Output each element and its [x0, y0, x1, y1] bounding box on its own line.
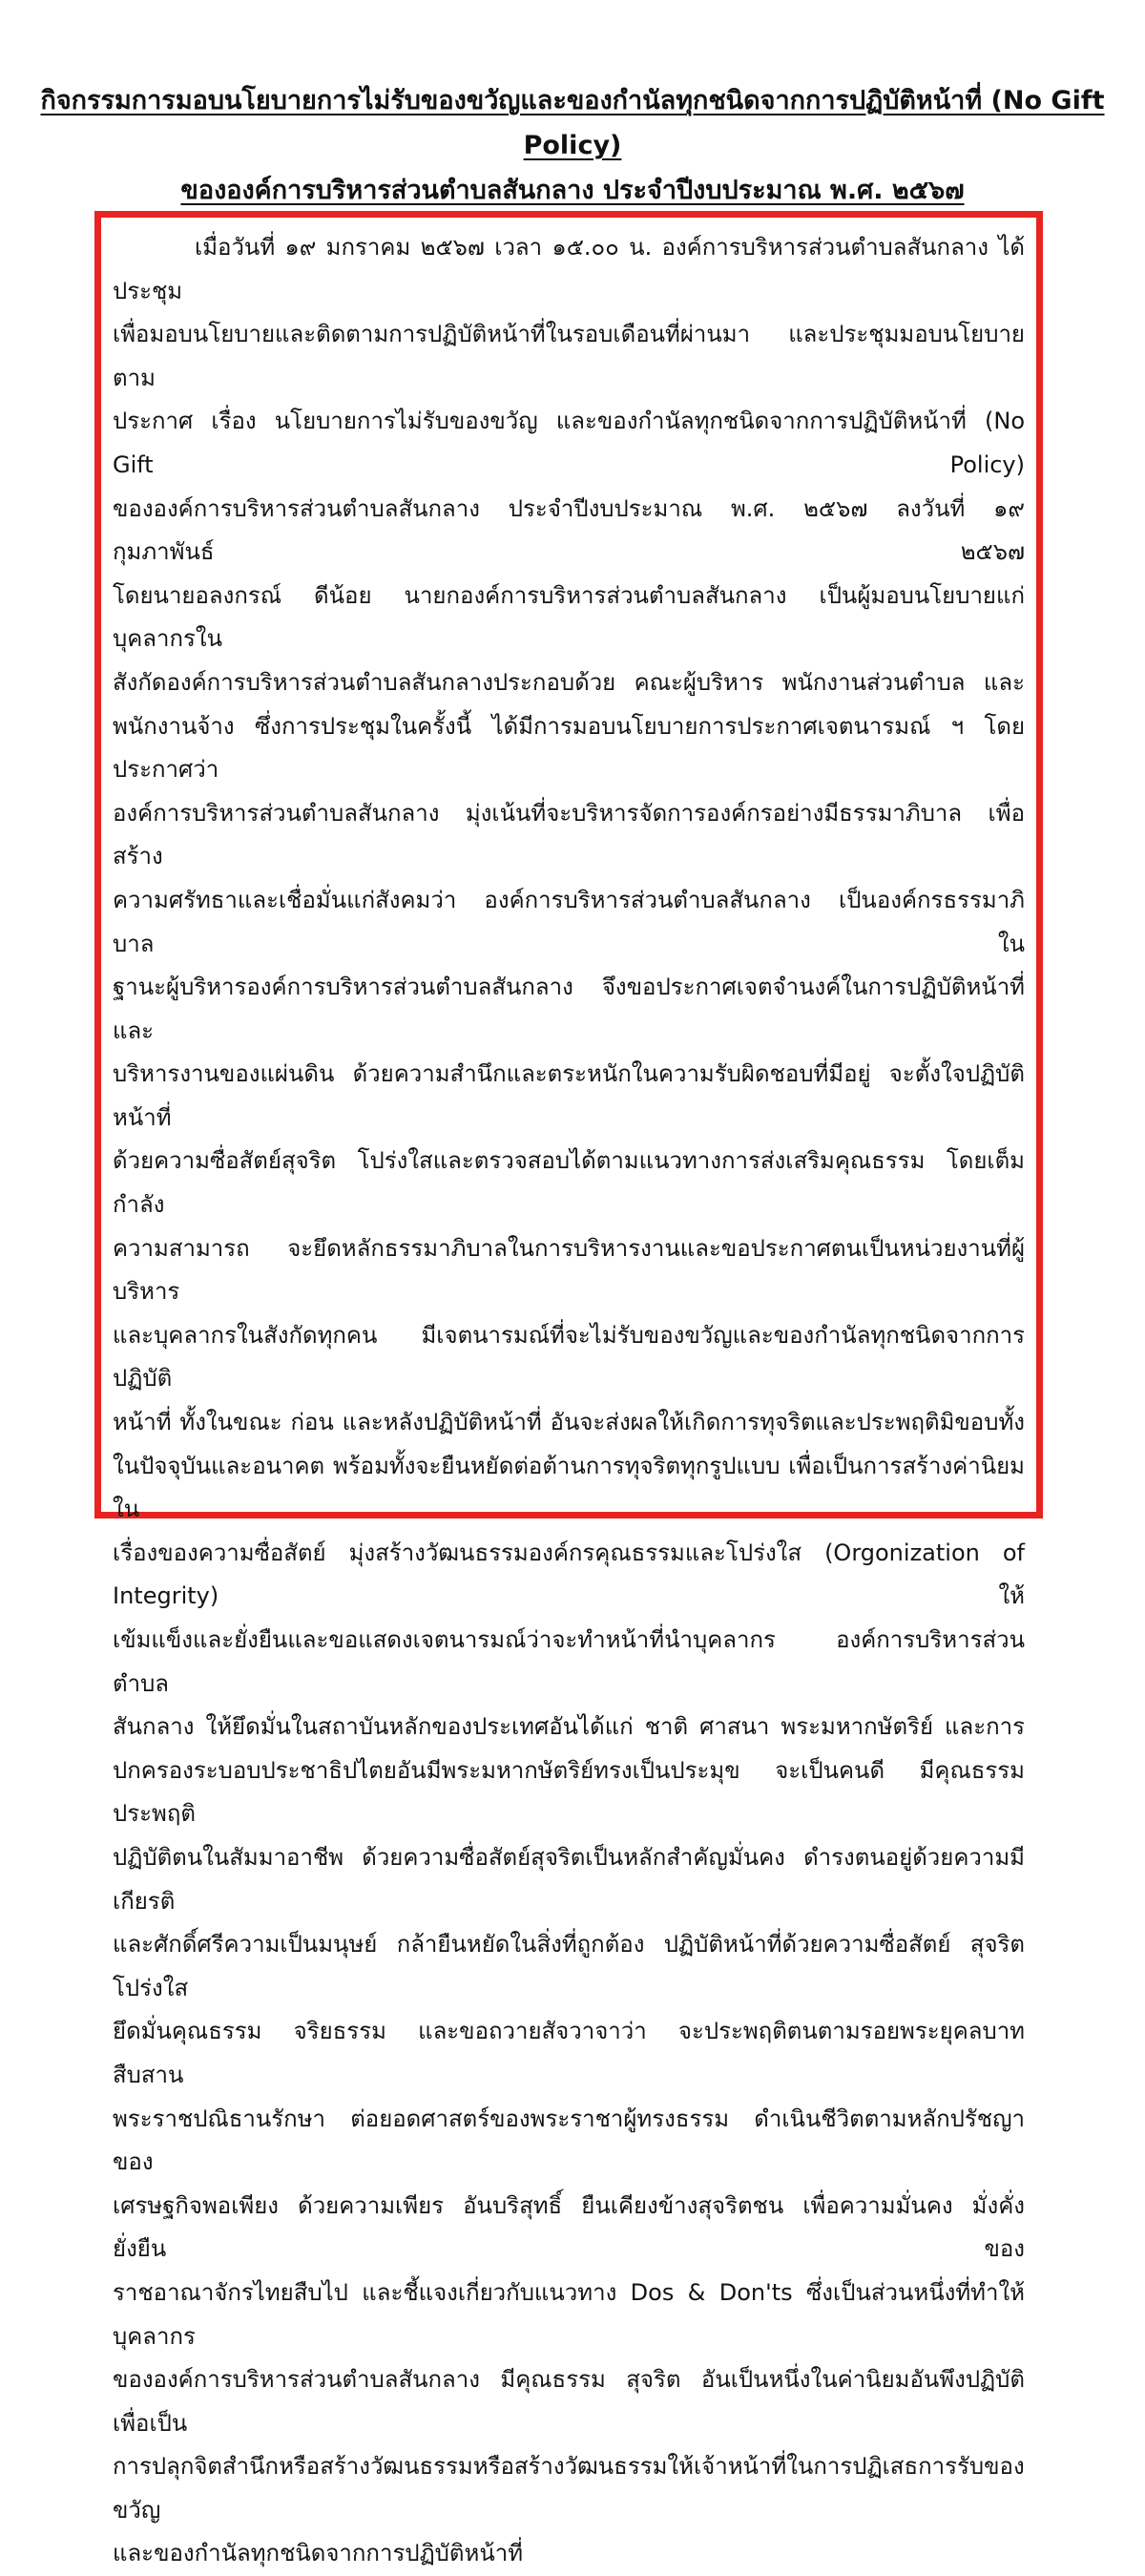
text-line: เรื่องของความซื่อสัตย์ มุ่งสร้างวัฒนธรรมองค์กรคุณธรรมและโปร่งใส (Orgonization of Integrity) ให้: [113, 1539, 1025, 1610]
text-line: การปลุกจิตสำนึกหรือสร้างวัฒนธรรมหรือสร้างวัฒนธรรมให้เจ้าหน้าที่ในการปฏิเสธการรับของขวัญ: [113, 2453, 1025, 2524]
text-line: เข้มแข็งและยั่งยืนและขอแสดงเจตนารมณ์ว่าจะทำหน้าที่นำบุคลากร องค์การบริหารส่วนตำบล: [113, 1626, 1025, 1697]
text-line: สังกัดองค์การบริหารส่วนตำบลสันกลางประกอบด้วย คณะผู้บริหาร พนักงานส่วนตำบล และ: [113, 668, 1025, 696]
content-red-box: [94, 211, 1043, 2567]
title-line-2: ขององค์การบริหารส่วนตำบลสันกลาง ประจำปีงบประมาณ พ.ศ. ๒๕๖๗: [180, 176, 965, 205]
text-line: ด้วยความซื่อสัตย์สุจริต โปร่งใสและตรวจสอบได้ตามแนวทางการส่งเสริมคุณธรรม โดยเต็มกำลัง: [113, 1147, 1025, 1219]
text-line: ยึดมั่นคุณธรรม จริยธรรม และขอถวายสัจวาจาว่า จะประพฤติตนตามรอยพระยุคลบาท สืบสาน: [113, 2018, 1025, 2088]
text-line: องค์การบริหารส่วนตำบลสันกลาง มุ่งเน้นที่จะบริหารจัดการองค์กรอย่างมีธรรมาภิบาล เพื่อสร้าง: [113, 799, 1025, 870]
text-line: ราชอาณาจักรไทยสืบไป และชี้แจงเกี่ยวกับแนวทาง Dos & Don'ts ซึ่งเป็นส่วนหนึ่งที่ทำให้บุคลากร: [113, 2278, 1025, 2350]
text-line: และของกำนัลทุกชนิดจากการปฏิบัติหน้าที่: [113, 2540, 524, 2567]
text-line: ขององค์การบริหารส่วนตำบลสันกลาง มีคุณธรรม สุจริต อันเป็นหนึ่งในค่านิยมอันพึงปฏิบัติ เพื่อเป็น: [113, 2366, 1025, 2437]
text-line: และบุคลากรในสังกัดทุกคน มีเจตนารมณ์ที่จะไม่รับของขวัญและของกำนัลทุกชนิดจากการปฏิบัติ: [113, 1321, 1025, 1393]
text-line: เพื่อมอบนโยบายและติดตามการปฏิบัติหน้าที่ในรอบเดือนที่ผ่านมา และประชุมมอบนโยบายตาม: [113, 321, 1025, 391]
text-line: สันกลาง ให้ยึดมั่นในสถาบันหลักของประเทศอันได้แก่ ชาติ ศาสนา พระมหากษัตริย์ และการ: [113, 1713, 1026, 1741]
text-line: ฐานะผู้บริหารองค์การบริหารส่วนตำบลสันกลาง จึงขอประกาศเจตจำนงค์ในการปฏิบัติหน้าที่และ: [113, 974, 1025, 1044]
document-title: [0, 78, 1145, 213]
text-line: พนักงานจ้าง ซึ่งการประชุมในครั้งนี้ ได้มีการมอบนโยบายการประกาศเจตนารมณ์ ฯ โดยประกาศว่า: [113, 712, 1025, 784]
text-line: ปกครองระบอบประชาธิปไตยอันมีพระมหากษัตริย์ทรงเป็นประมุข จะเป็นคนดี มีคุณธรรม ประพฤติ: [113, 1756, 1025, 1828]
text-line: ความสามารถ จะยึดหลักธรรมาภิบาลในการบริหารงานและขอประกาศตนเป็นหน่วยงานที่ผู้บริหาร: [113, 1234, 1025, 1306]
text-line: ปฏิบัติตนในสัมมาอาชีพ ด้วยความซื่อสัตย์สุจริตเป็นหลักสำคัญมั่นคง ดำรงตนอยู่ด้วยความมีเกียรติ: [113, 1843, 1025, 1915]
text-line: หน้าที่ ทั้งในขณะ ก่อน และหลังปฏิบัติหน้าที่ อันจะส่งผลให้เกิดการทุจริตและประพฤติมิขอบทั้ง: [113, 1409, 1025, 1436]
text-line: บริหารงานของแผ่นดิน ด้วยความสำนึกและตระหนักในความรับผิดชอบที่มีอยู่ จะตั้งใจปฏิบัติหน้าที่: [113, 1060, 1025, 1131]
text-line: เมื่อวันที่ ๑๙ มกราคม ๒๕๖๗ เวลา ๑๕.๐๐ น. องค์การบริหารส่วนตำบลสันกลาง ได้ประชุม: [113, 234, 1025, 304]
text-line: เศรษฐกิจพอเพียง ด้วยความเพียร อันบริสุทธิ์ ยืนเคียงข้างสุจริตชน เพื่อความมั่นคง มั่งคั่ง ยั่งยืน ของ: [113, 2191, 1025, 2263]
body-text: [113, 226, 1025, 2576]
text-line: ประกาศ เรื่อง นโยบายการไม่รับของขวัญ และของกำนัลทุกชนิดจากการปฏิบัติหน้าที่ (No Gift Policy): [113, 408, 1025, 478]
text-line: ในปัจจุบันและอนาคต พร้อมทั้งจะยืนหยัดต่อต้านการทุจริตทุกรูปแบบ เพื่อเป็นการสร้างค่านิยมใน: [113, 1452, 1025, 1523]
text-line: โดยนายอลงกรณ์ ดีน้อย นายกองค์การบริหารส่วนตำบลสันกลาง เป็นผู้มอบนโยบายแก่บุคลากรใน: [113, 581, 1025, 653]
text-line: และศักดิ์ศรีความเป็นมนุษย์ กล้ายืนหยัดในสิ่งที่ถูกต้อง ปฏิบัติหน้าที่ด้วยความซื่อสัตย์ สุจริต โปร่งใส: [113, 1931, 1025, 2001]
text-line: พระราชปณิธานรักษา ต่อยอดศาสตร์ของพระราชาผู้ทรงธรรม ดำเนินชีวิตตามหลักปรัชญาของ: [113, 2105, 1025, 2176]
text-line: ความศรัทธาและเชื่อมั่นแก่สังคมว่า องค์การบริหารส่วนตำบลสันกลาง เป็นองค์กรธรรมาภิบาล ใน: [113, 886, 1025, 957]
text-line: ขององค์การบริหารส่วนตำบลสันกลาง ประจำปีงบประมาณ พ.ศ. ๒๕๖๗ ลงวันที่ ๑๙ กุมภาพันธ์ ๒๕๖๗: [113, 494, 1025, 566]
title-line-1: กิจกรรมการมอบนโยบายการไม่รับของขวัญและของกำนัลทุกชนิดจากการปฏิบัติหน้าที่ (No Gift Policy): [40, 86, 1105, 160]
